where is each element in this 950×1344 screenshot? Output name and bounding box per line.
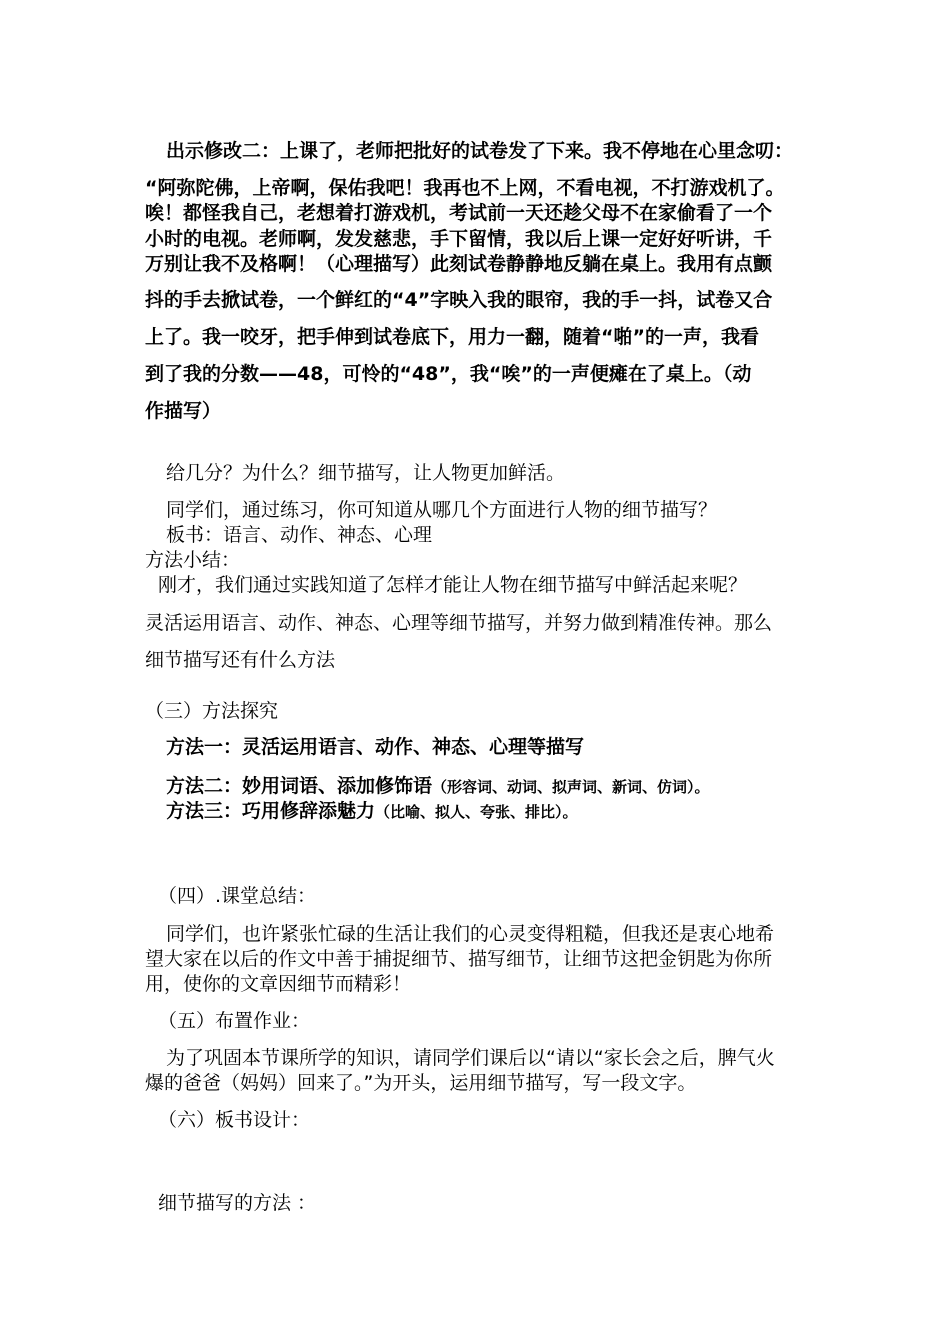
method-3 [166, 799, 578, 824]
question-part-4: 人物更加鲜活。 [432, 462, 566, 484]
question-line [166, 461, 565, 485]
summary-answer-line-2: 细节描写还有什么方法 [145, 649, 336, 671]
method-3-text: 巧用修辞添魅力 [242, 800, 376, 822]
method-1 [166, 735, 584, 759]
revision2-line-4: 小时的电视。老师啊，发发慈悲，手下留情，我以后上课一定好好听讲，千 [145, 228, 773, 250]
homework-line-2: 爆的爸爸（妈妈）回来了。”为开头，运用细节描写，写一段文字。 [145, 1072, 697, 1094]
summary-answer-tail: 那么 [734, 612, 773, 634]
revision2-line-7: 上了。我一咬牙，把手伸到试卷底下，用力一翻，随着“啪”的一声，我看 [145, 326, 759, 348]
conclusion-line-2: 望大家在以后的作文中善于捕捉细节、描写细节，让细节这把金钥匙为你所 [145, 948, 773, 970]
revision2-line-2: “阿弥陀佛，上帝啊，保佑我吧！我再也不上网，不看电视，不打游戏机了。 [145, 177, 785, 199]
summary-heading: 方法小结： [145, 549, 241, 571]
revision2-line-3: 唉！都怪我自己，老想着打游戏机，考试前一天还趁父母不在家偷看了一个 [145, 202, 773, 224]
method-2-label: 方法二： [166, 775, 243, 797]
summary-answer-line-1 [145, 611, 772, 635]
board-design-methods: 细节描写的方法 ： [158, 1192, 317, 1214]
summary-answer-main: 灵活运用语言、动作、神态、心理等细节描写，并努力做到精准传神。 [145, 612, 735, 634]
revision2-line-8: 到了我的分数——48，可怜的“48”，我“唉”的一声便瘫在了桌上。（动 [145, 363, 752, 385]
board-design-heading: （六）板书设计： [158, 1109, 311, 1131]
board-keywords: 板书：语言、动作、神态、心理 [166, 524, 433, 546]
method-3-note: （比喻、拟人、夸张、排比）。 [375, 803, 578, 821]
revision2-line-6: 抖的手去掀试卷，一个鲜红的“4”字映入我的眼帘，我的手一抖，试卷又合 [145, 289, 773, 311]
method-2-text: 妙用词语、添加修饰语 [242, 775, 433, 797]
revision2-line-9: 作描写） [145, 400, 222, 422]
homework-heading: （五）布置作业： [158, 1010, 311, 1032]
discussion-question: 同学们，通过练习，你可知道从哪几个方面进行人物的细节描写？ [166, 499, 718, 521]
question-part-1: 给几分？为什么？ [166, 462, 319, 484]
conclusion-heading: （四）.课堂总结： [158, 885, 317, 907]
method-1-label: 方法一： [166, 736, 243, 758]
method-2 [166, 774, 710, 799]
summary-question: 刚才，我们通过实践知道了怎样才能让人物在细节描写中鲜活起来呢？ [158, 574, 748, 596]
homework-line-1: 为了巩固本节课所学的知识，请同学们课后以“请以“家长会之后，脾气火 [166, 1047, 775, 1069]
method-3-label: 方法三： [166, 800, 243, 822]
method-1-text: 灵活运用语言、动作、神态、心理等描写 [242, 736, 585, 758]
conclusion-line-3: 用，使你的文章因细节而精彩！ [145, 973, 412, 995]
question-part-3: 描写，让 [356, 462, 433, 484]
method-2-note: （形容词、动词、拟声词、新词、仿词）。 [432, 778, 710, 796]
revision2-line-1: 出示修改二：上课了，老师把批好的试卷发了下来。我不停地在心里念叨： [166, 140, 794, 162]
conclusion-line-1: 同学们，也许紧张忙碌的生活让我们的心灵变得粗糙，但我还是衷心地希 [166, 923, 775, 945]
explore-heading: （三）方法探究 [145, 700, 279, 722]
revision2-line-5: 万别让我不及格啊！（心理描写）此刻试卷静静地反躺在桌上。我用有点颤 [145, 253, 773, 275]
question-part-2: 细节 [318, 462, 357, 484]
